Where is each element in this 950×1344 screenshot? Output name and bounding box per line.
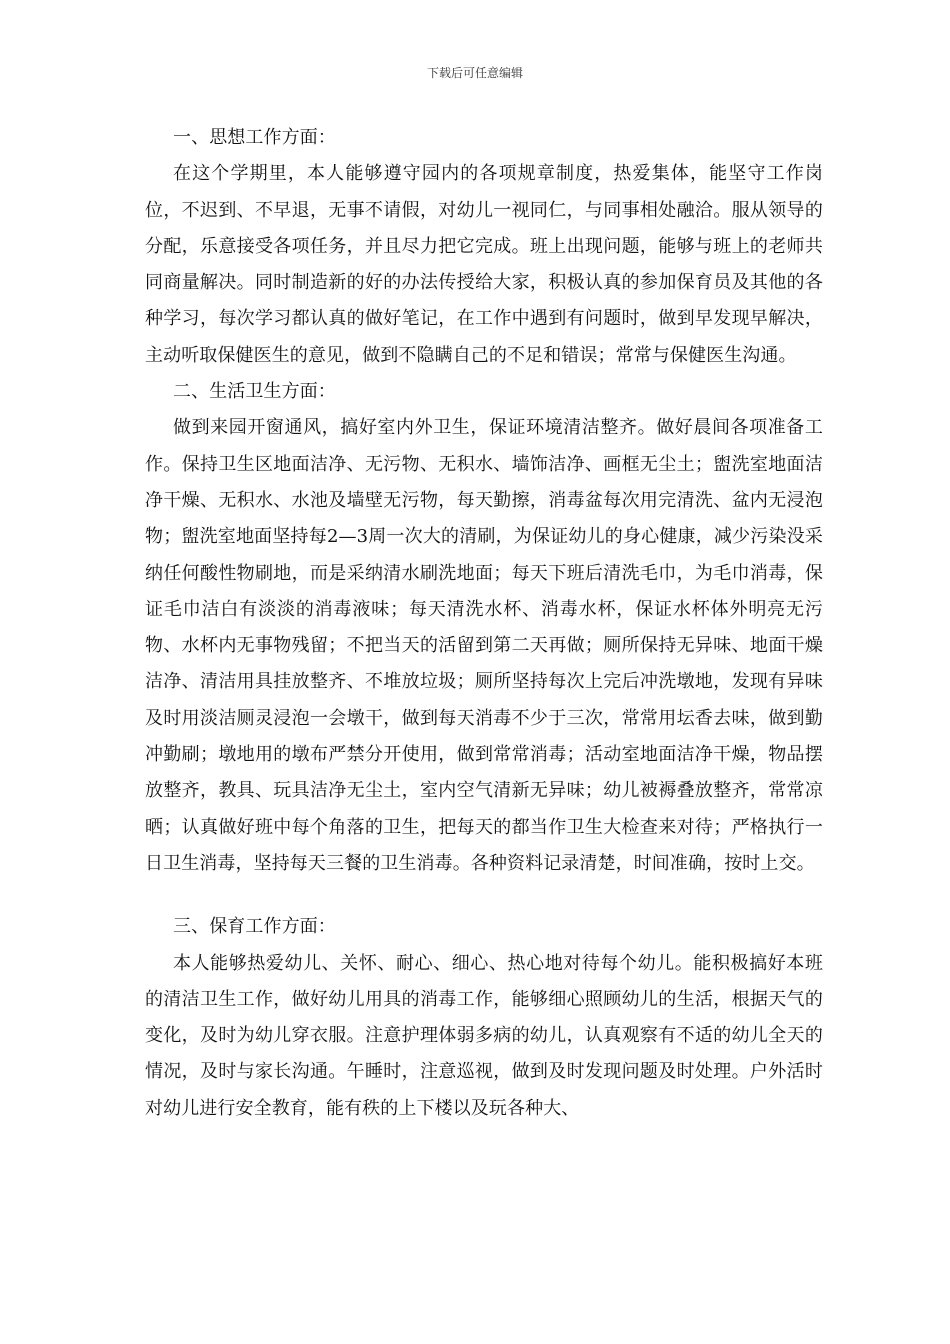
- document-body: [145, 120, 823, 1127]
- section-heading: 三、保育工作方面：: [173, 916, 336, 938]
- section-spacer: [145, 882, 823, 909]
- section-heading: 一、思想工作方面：: [173, 127, 336, 148]
- page-header: 下载后可任意编辑: [426, 66, 523, 80]
- section-ideology: [145, 120, 823, 374]
- section-paragraph: 做到来园开窗通风，搞好室内外卫生，保证环境清洁整齐。做好晨间各项准备工作。保持卫生区地面洁净、无污物、无积水、墙饰洁净、画框无尘土；盥洗室地面洁净干燥、无积水、水池及墙壁无污物，每天勤擦，消毒盆每次用完清洗、盆内无浸泡物；盥洗室地面坚持每2—3周一次大的清刷，为保证幼儿的身心健康，减少污染没采纳任何酸性物刷地，而是采纳清水刷洗地面；每天下班后清洗毛巾，为毛巾消毒，保证毛巾洁白有淡淡的消毒液味；每天清洗水杯、消毒水杯，保证水杯体外明亮无污物、水杯内无事物残留；不把当天的活留到第二天再做；厕所保持无异味、地面干燥洁净、清洁用具挂放整齐、不堆放垃圾；厕所坚持每次上完后冲洗墩地，发现有异味及时用淡洁厕灵浸泡一会墩干，做到每天消毒不少于三次，常常用坛香去味，做到勤冲勤刷；墩地用的墩布严禁分开使用，做到常常消毒；活动室地面洁净干燥，物品摆放整齐，教具、玩具洁净无尘土，室内空气清新无异味；幼儿被褥叠放整齐，常常凉晒；认真做好班中每个角落的卫生，把每天的都当作卫生大检查来对待；严格执行一日卫生消毒，坚持每天三餐的卫生消毒。各种资料记录清楚，时间准确，按时上交。: [145, 417, 823, 874]
- section-heading: 二、生活卫生方面：: [173, 381, 336, 403]
- section-hygiene: [145, 374, 823, 882]
- section-childcare: [145, 909, 823, 1127]
- section-paragraph: 在这个学期里，本人能够遵守园内的各项规章制度，热爱集体，能坚守工作岗位，不迟到、不早退，无事不请假，对幼儿一视同仁，与同事相处融洽。服从领导的分配，乐意接受各项任务，并且尽力把它完成。班上出现问题，能够与班上的老师共同商量解决。同时制造新的好的办法传授给大家，积极认真的参加保育员及其他的各种学习，每次学习都认真的做好笔记，在工作中遇到有问题时，做到早发现早解决，主动听取保健医生的意见，做到不隐瞒自己的不足和错误；常常与保健医生沟通。: [145, 163, 823, 366]
- section-paragraph: 本人能够热爱幼儿、关怀、耐心、细心、热心地对待每个幼儿。能积极搞好本班的清洁卫生工作，做好幼儿用具的消毒工作，能够细心照顾幼儿的生活，根据天气的变化，及时为幼儿穿衣服。注意护理体弱多病的幼儿，认真观察有不适的幼儿全天的情况，及时与家长沟通。午睡时，注意巡视，做到及时发现问题及时处理。户外活时对幼儿进行安全教育，能有秩的上下楼以及玩各种大、: [145, 952, 823, 1119]
